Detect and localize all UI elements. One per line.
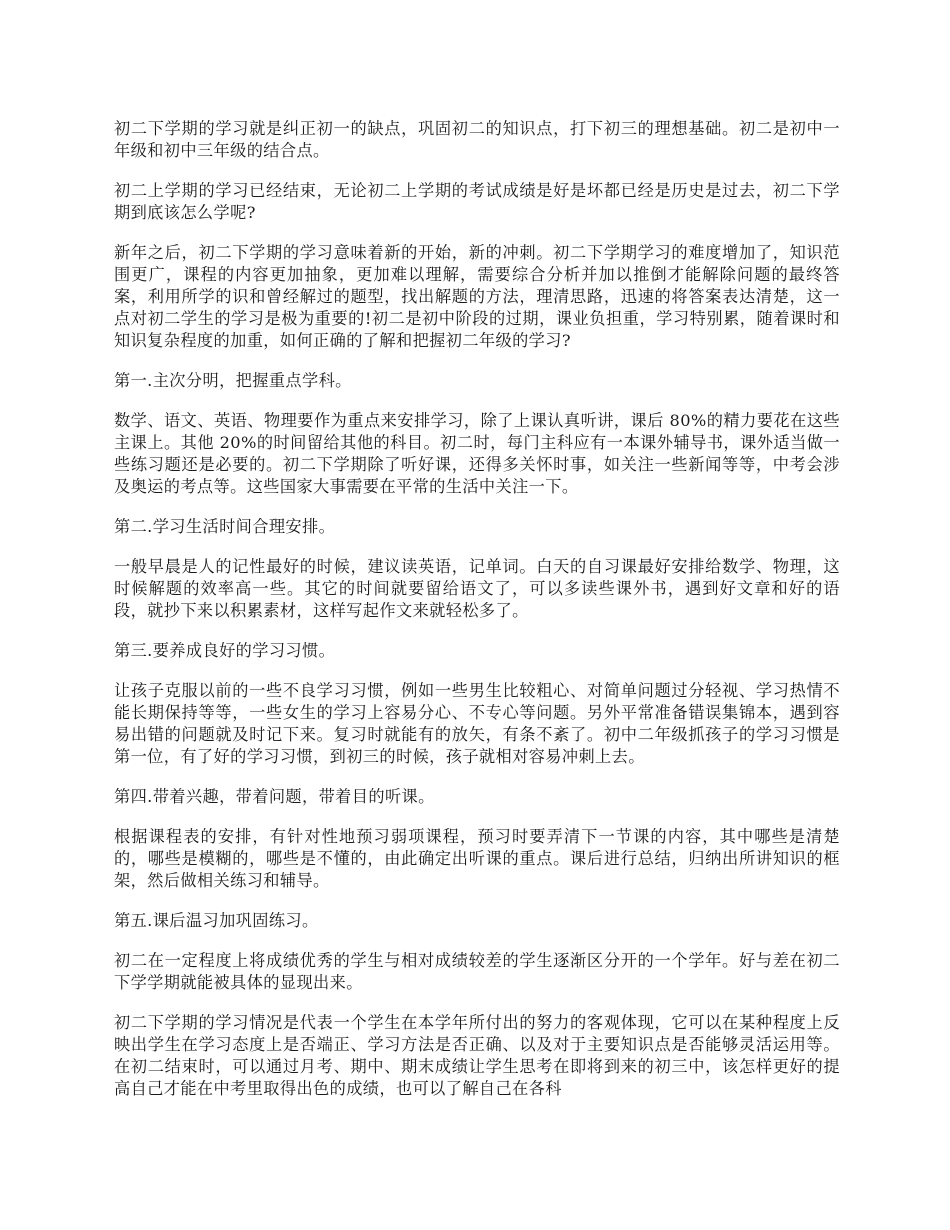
section-heading-1: 第一.主次分明，把握重点学科。 <box>114 371 352 390</box>
paragraph-time-arrangement: 一般早晨是人的记性最好的时候，建议读英语，记单词。白天的自习课最好安排给数学、物理，这时候解题的效率高一些。其它的时间就要留给语文了，可以多读些课外书，遇到好文章和好的语段，就抄下来以积累素材，这样写起作文来就轻松多了。 <box>114 557 840 620</box>
paragraph-study-habits: 让孩子克服以前的一些不良学习习惯，例如一些男生比较粗心、对简单问题过分轻视、学习热情不能长期保持等等，一些女生的学习上容易分心、不专心等问题。另外平常准备错误集锦本，遇到容易出错的问题就及时记下来。复习时就能有的放矢，有条不紊了。初中二年级抓孩子的学习习惯是第一位，有了好的学习习惯，到初三的时候，孩子就相对容易冲刺上去。 <box>114 681 840 766</box>
paragraph-key-subjects: 数学、语文、英语、物理要作为重点来安排学习，除了上课认真听讲，课后 80%的精力要花在这些主课上。其他 20%的时间留给其他的科目。初二时，每门主科应有一本课外辅导书，课外适当做一些练习题还是必要的。初二下学期除了听好课，还得多关怀时事，如关注一些新闻等等，中考会涉及奥运的考点等。这些国家大事需要在平常的生活中关注一下。 <box>114 411 840 496</box>
paragraph-question: 初二上学期的学习已经结束，无论初二上学期的考试成绩是好是坏都已经是历史是过去，初二下学期到底该怎么学呢? <box>114 181 840 222</box>
section-heading-4: 第四.带着兴趣，带着问题，带着目的听课。 <box>114 787 435 806</box>
section-heading-3: 第三.要养成良好的学习习惯。 <box>114 641 336 660</box>
paragraph-listening: 根据课程表的安排，有针对性地预习弱项课程，预习时要弄清下一节课的内容，其中哪些是清楚的，哪些是模糊的，哪些是不懂的，由此确定出听课的重点。课后进行总结，归纳出所讲知识的框架，然后做相关练习和辅导。 <box>114 827 840 890</box>
paragraph-conclusion: 初二下学期的学习情况是代表一个学生在本学年所付出的努力的客观体现，它可以在某种程度上反映出学生在学习态度上是否端正、学习方法是否正确、以及对于主要知识点是否能够灵活运用等。在初二结束时，可以通过月考、期中、期末成绩让学生思考在即将到来的初三中，该怎样更好的提高自己才能在中考里取得出色的成绩，也可以了解自己在各科 <box>114 1013 840 1098</box>
paragraph-review: 初二在一定程度上将成绩优秀的学生与相对成绩较差的学生逐渐区分开的一个学年。好与差在初二下学学期就能被具体的显现出来。 <box>114 951 840 992</box>
section-heading-5: 第五.课后温习加巩固练习。 <box>114 911 319 930</box>
paragraph-new-year: 新年之后，初二下学期的学习意味着新的开始，新的冲刺。初二下学期学习的难度增加了，知识范围更广，课程的内容更加抽象，更加难以理解，需要综合分析并加以推倒才能解除问题的最终答案，利用所学的识和曾经解过的题型，找出解题的方法，理清思路，迅速的将答案表达清楚，这一点对初二学生的学习是极为重要的!初二是初中阶段的过期，课业负担重，学习特别累，随着课时和知识复杂程度的加重，如何正确的了解和把握初二年级的学习? <box>114 243 840 350</box>
section-heading-2: 第二.学习生活时间合理安排。 <box>114 517 336 536</box>
paragraph-intro: 初二下学期的学习就是纠正初一的缺点，巩固初二的知识点，打下初三的理想基础。初二是初中一年级和初中三年级的结合点。 <box>114 119 840 160</box>
